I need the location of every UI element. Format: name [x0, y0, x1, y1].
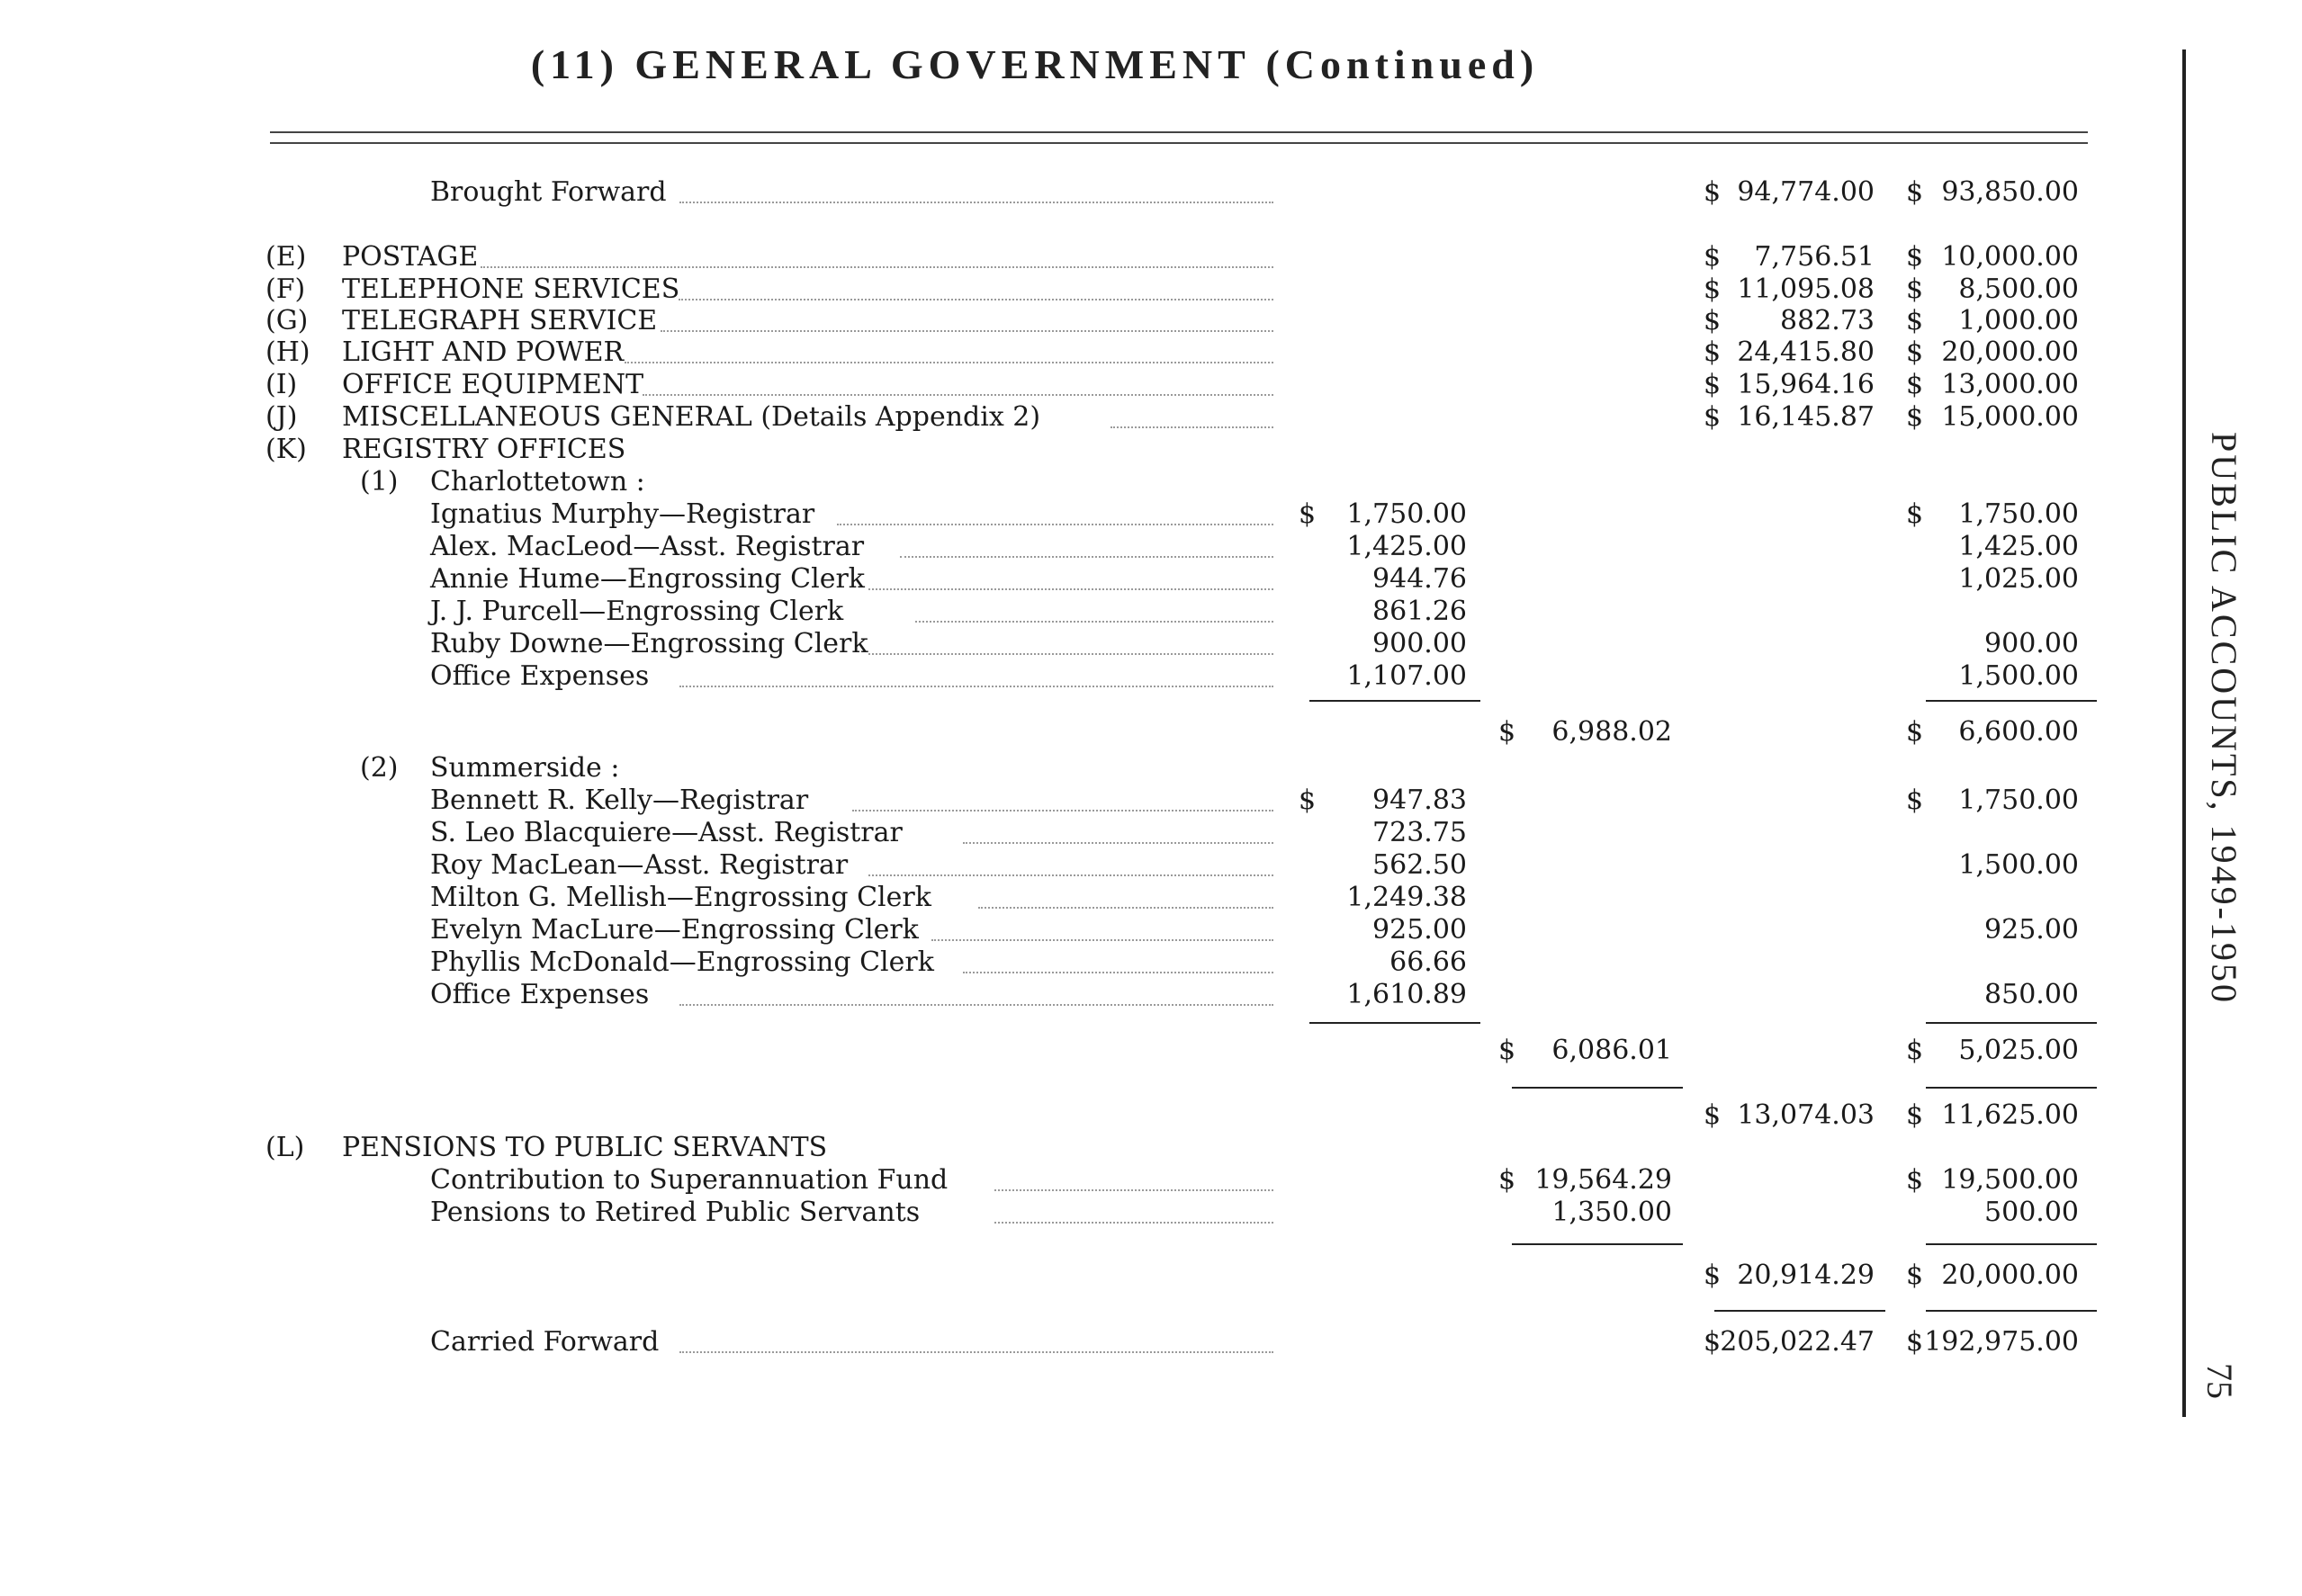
underline	[1714, 1310, 1885, 1312]
row-label: REGISTRY OFFICES	[342, 434, 626, 465]
dollar-sign: $	[1906, 1260, 1924, 1291]
row-code: (I)	[265, 369, 298, 400]
amount-c4: 5,025.00	[1958, 1035, 2079, 1066]
leader-dots	[661, 330, 1273, 332]
amount-c3: 16,145.87	[1737, 401, 1875, 433]
amount-c4: 925.00	[1984, 914, 2079, 946]
amount-c4: 13,000.00	[1941, 369, 2079, 400]
table-row	[0, 498, 2097, 531]
leader-dots	[679, 1351, 1274, 1353]
row-label: Brought Forward	[430, 176, 667, 208]
amount-c4: 11,625.00	[1941, 1099, 2079, 1131]
leader-dots	[994, 1222, 1274, 1224]
underline	[1512, 1243, 1683, 1245]
amount-c4: 500.00	[1984, 1197, 2079, 1228]
table-row	[0, 434, 2097, 466]
dollar-sign: $	[1299, 785, 1317, 816]
table-row	[0, 752, 2097, 785]
amount-c2: 6,988.02	[1551, 716, 1672, 748]
table-row	[0, 849, 2097, 882]
row-label: S. Leo Blacquiere—Asst. Registrar	[430, 817, 903, 848]
header-rule-bottom	[270, 142, 2088, 144]
dollar-sign: $	[1704, 401, 1722, 433]
leader-dots	[931, 939, 1274, 941]
subsection-number: (1)	[360, 466, 399, 498]
row-label: TELEPHONE SERVICES	[342, 273, 680, 305]
underline	[1926, 1087, 2097, 1089]
page-number-text: 75	[2199, 1363, 2240, 1399]
amount-c4: 900.00	[1984, 628, 2079, 659]
row-code: (J)	[265, 401, 298, 433]
leader-dots	[868, 653, 1274, 655]
table-row	[0, 914, 2097, 946]
amount-c4: 1,750.00	[1958, 785, 2079, 816]
amount-c3: 205,022.47	[1720, 1326, 1875, 1358]
amount-c4: 1,425.00	[1958, 531, 2079, 562]
leader-dots	[679, 202, 1274, 203]
amount-c4: 19,500.00	[1941, 1164, 2079, 1196]
amount-c1: 66.66	[1389, 946, 1467, 978]
amount-c1: 1,249.38	[1346, 882, 1467, 913]
amount-c1: 861.26	[1372, 596, 1467, 627]
amount-c3: 7,756.51	[1754, 241, 1875, 273]
running-header	[2200, 432, 2254, 1062]
row-label: Contribution to Superannuation Fund	[430, 1164, 949, 1196]
dollar-sign: $	[1906, 176, 1924, 208]
running-header-text: PUBLIC ACCOUNTS, 1949-1950	[2204, 432, 2244, 1005]
amount-c4: 6,600.00	[1958, 716, 2079, 748]
amount-c1: 944.76	[1372, 563, 1467, 595]
amount-c1: 1,610.89	[1346, 979, 1467, 1010]
leader-dots	[978, 907, 1273, 909]
amount-c4: 192,975.00	[1924, 1326, 2079, 1358]
dollar-sign: $	[1704, 176, 1722, 208]
table-row	[0, 660, 2097, 693]
amount-c4: 1,500.00	[1958, 660, 2079, 692]
underline	[1309, 1022, 1480, 1024]
amount-c4: 1,500.00	[1958, 849, 2079, 881]
dollar-sign: $	[1906, 716, 1924, 748]
dollar-sign: $	[1704, 369, 1722, 400]
dollar-sign: $	[1704, 1099, 1722, 1131]
amount-c4: 20,000.00	[1941, 1260, 2079, 1291]
page-title: (11) GENERAL GOVERNMENT (Continued)	[530, 41, 1540, 87]
amount-c3: 13,074.03	[1737, 1099, 1875, 1131]
leader-dots	[679, 686, 1274, 687]
margin-rule	[2182, 49, 2186, 1417]
row-code: (G)	[265, 305, 309, 336]
table-row	[0, 946, 2097, 979]
row-label: Office Expenses	[430, 979, 650, 1010]
row-label: TELEGRAPH SERVICE	[342, 305, 658, 336]
amount-c1: 723.75	[1372, 817, 1467, 848]
amount-c4: 1,750.00	[1958, 498, 2079, 530]
amount-c1: 1,425.00	[1346, 531, 1467, 562]
leader-dots	[852, 810, 1273, 811]
row-code: (E)	[265, 241, 307, 273]
row-label: Alex. MacLeod—Asst. Registrar	[430, 531, 865, 562]
amount-c4: 10,000.00	[1941, 241, 2079, 273]
row-label: MISCELLANEOUS GENERAL (Details Appendix 2)	[342, 401, 1041, 433]
leader-dots	[868, 874, 1274, 876]
underline	[1926, 1022, 2097, 1024]
amount-c1: 1,750.00	[1346, 498, 1467, 530]
dollar-sign: $	[1906, 369, 1924, 400]
leader-dots	[625, 362, 1273, 363]
table-row	[0, 241, 2097, 273]
row-label: Carried Forward	[430, 1326, 660, 1358]
underline	[1926, 700, 2097, 702]
table-row	[0, 305, 2097, 337]
amount-c4: 1,000.00	[1958, 305, 2079, 336]
table-row	[0, 628, 2097, 660]
table-row	[0, 176, 2097, 209]
dollar-sign: $	[1704, 1260, 1722, 1291]
page-number	[2196, 1363, 2250, 1417]
leader-dots	[679, 299, 1273, 300]
leader-dots	[963, 972, 1274, 973]
row-code: (H)	[265, 336, 310, 368]
table-row	[0, 273, 2097, 306]
table-row	[0, 1197, 2097, 1229]
amount-c4: 20,000.00	[1941, 336, 2079, 368]
row-label: Roy MacLean—Asst. Registrar	[430, 849, 849, 881]
amount-c4: 1,025.00	[1958, 563, 2079, 595]
table-row	[0, 1164, 2097, 1197]
underline	[1926, 1310, 2097, 1312]
row-label: PENSIONS TO PUBLIC SERVANTS	[342, 1132, 828, 1163]
amount-c3: 882.73	[1780, 305, 1875, 336]
dollar-sign: $	[1704, 273, 1722, 305]
row-label: Summerside :	[430, 752, 620, 784]
dollar-sign: $	[1906, 498, 1924, 530]
dollar-sign: $	[1906, 1035, 1924, 1066]
leader-dots	[994, 1189, 1274, 1191]
row-label: OFFICE EQUIPMENT	[342, 369, 644, 400]
amount-c1: 1,107.00	[1346, 660, 1467, 692]
row-label: Office Expenses	[430, 660, 650, 692]
amount-c3: 20,914.29	[1737, 1260, 1875, 1291]
dollar-sign: $	[1906, 305, 1924, 336]
amount-c1: 900.00	[1372, 628, 1467, 659]
underline	[1926, 1243, 2097, 1245]
amount-c3: 15,964.16	[1737, 369, 1875, 400]
table-row	[0, 1035, 2097, 1067]
amount-c4: 93,850.00	[1941, 176, 2079, 208]
amount-c4: 850.00	[1984, 979, 2079, 1010]
row-label: Charlottetown :	[430, 466, 645, 498]
leader-dots	[837, 524, 1274, 525]
underline	[1309, 700, 1480, 702]
row-label: Ignatius Murphy—Registrar	[430, 498, 815, 530]
dollar-sign: $	[1906, 273, 1924, 305]
table-row	[0, 401, 2097, 434]
amount-c2: 1,350.00	[1551, 1197, 1672, 1228]
table-row	[0, 466, 2097, 498]
table-row	[0, 1260, 2097, 1292]
underline	[1512, 1087, 1683, 1089]
leader-dots	[868, 588, 1274, 590]
leader-dots	[679, 1004, 1274, 1006]
dollar-sign: $	[1498, 1035, 1516, 1066]
leader-dots	[900, 556, 1274, 558]
leader-dots	[643, 394, 1273, 396]
row-label: Pensions to Retired Public Servants	[430, 1197, 921, 1228]
table-row	[0, 596, 2097, 628]
table-row	[0, 1326, 2097, 1358]
dollar-sign: $	[1704, 1326, 1722, 1358]
amount-c3: 24,415.80	[1737, 336, 1875, 368]
leader-dots	[481, 266, 1273, 268]
table-row	[0, 716, 2097, 749]
amount-c1: 562.50	[1372, 849, 1467, 881]
table-row	[0, 817, 2097, 849]
table-row	[0, 369, 2097, 401]
table-row	[0, 336, 2097, 369]
row-label: Annie Hume—Engrossing Clerk	[430, 563, 865, 595]
table-row	[0, 979, 2097, 1011]
dollar-sign: $	[1498, 1164, 1516, 1196]
leader-dots	[963, 842, 1274, 844]
row-code: (K)	[265, 434, 307, 465]
row-code: (F)	[265, 273, 306, 305]
amount-c4: 15,000.00	[1941, 401, 2079, 433]
dollar-sign: $	[1906, 401, 1924, 433]
dollar-sign: $	[1906, 241, 1924, 273]
table-row	[0, 1099, 2097, 1132]
table-row	[0, 882, 2097, 914]
table-row	[0, 563, 2097, 596]
row-label: LIGHT AND POWER	[342, 336, 625, 368]
dollar-sign: $	[1906, 1326, 1924, 1358]
row-label: Phyllis McDonald—Engrossing Clerk	[430, 946, 934, 978]
table-row	[0, 785, 2097, 817]
dollar-sign: $	[1704, 241, 1722, 273]
amount-c3: 11,095.08	[1737, 273, 1875, 305]
dollar-sign: $	[1299, 498, 1317, 530]
dollar-sign: $	[1704, 305, 1722, 336]
header-rule-top	[270, 131, 2088, 133]
subsection-number: (2)	[360, 752, 399, 784]
row-label: POSTAGE	[342, 241, 479, 273]
leader-dots	[1111, 426, 1273, 428]
leader-dots	[915, 621, 1273, 623]
dollar-sign: $	[1906, 336, 1924, 368]
amount-c2: 19,564.29	[1534, 1164, 1672, 1196]
dollar-sign: $	[1906, 785, 1924, 816]
row-label: Evelyn MacLure—Engrossing Clerk	[430, 914, 919, 946]
row-label: J. J. Purcell—Engrossing Clerk	[430, 596, 844, 627]
dollar-sign: $	[1498, 716, 1516, 748]
amount-c3: 94,774.00	[1737, 176, 1875, 208]
amount-c1: 925.00	[1372, 914, 1467, 946]
row-label: Bennett R. Kelly—Registrar	[430, 785, 809, 816]
amount-c4: 8,500.00	[1958, 273, 2079, 305]
row-label: Ruby Downe—Engrossing Clerk	[430, 628, 868, 659]
amount-c1: 947.83	[1372, 785, 1467, 816]
table-row	[0, 1132, 2097, 1164]
dollar-sign: $	[1906, 1099, 1924, 1131]
dollar-sign: $	[1704, 336, 1722, 368]
dollar-sign: $	[1906, 1164, 1924, 1196]
row-code: (L)	[265, 1132, 305, 1163]
amount-c2: 6,086.01	[1551, 1035, 1672, 1066]
row-label: Milton G. Mellish—Engrossing Clerk	[430, 882, 931, 913]
table-row	[0, 531, 2097, 563]
